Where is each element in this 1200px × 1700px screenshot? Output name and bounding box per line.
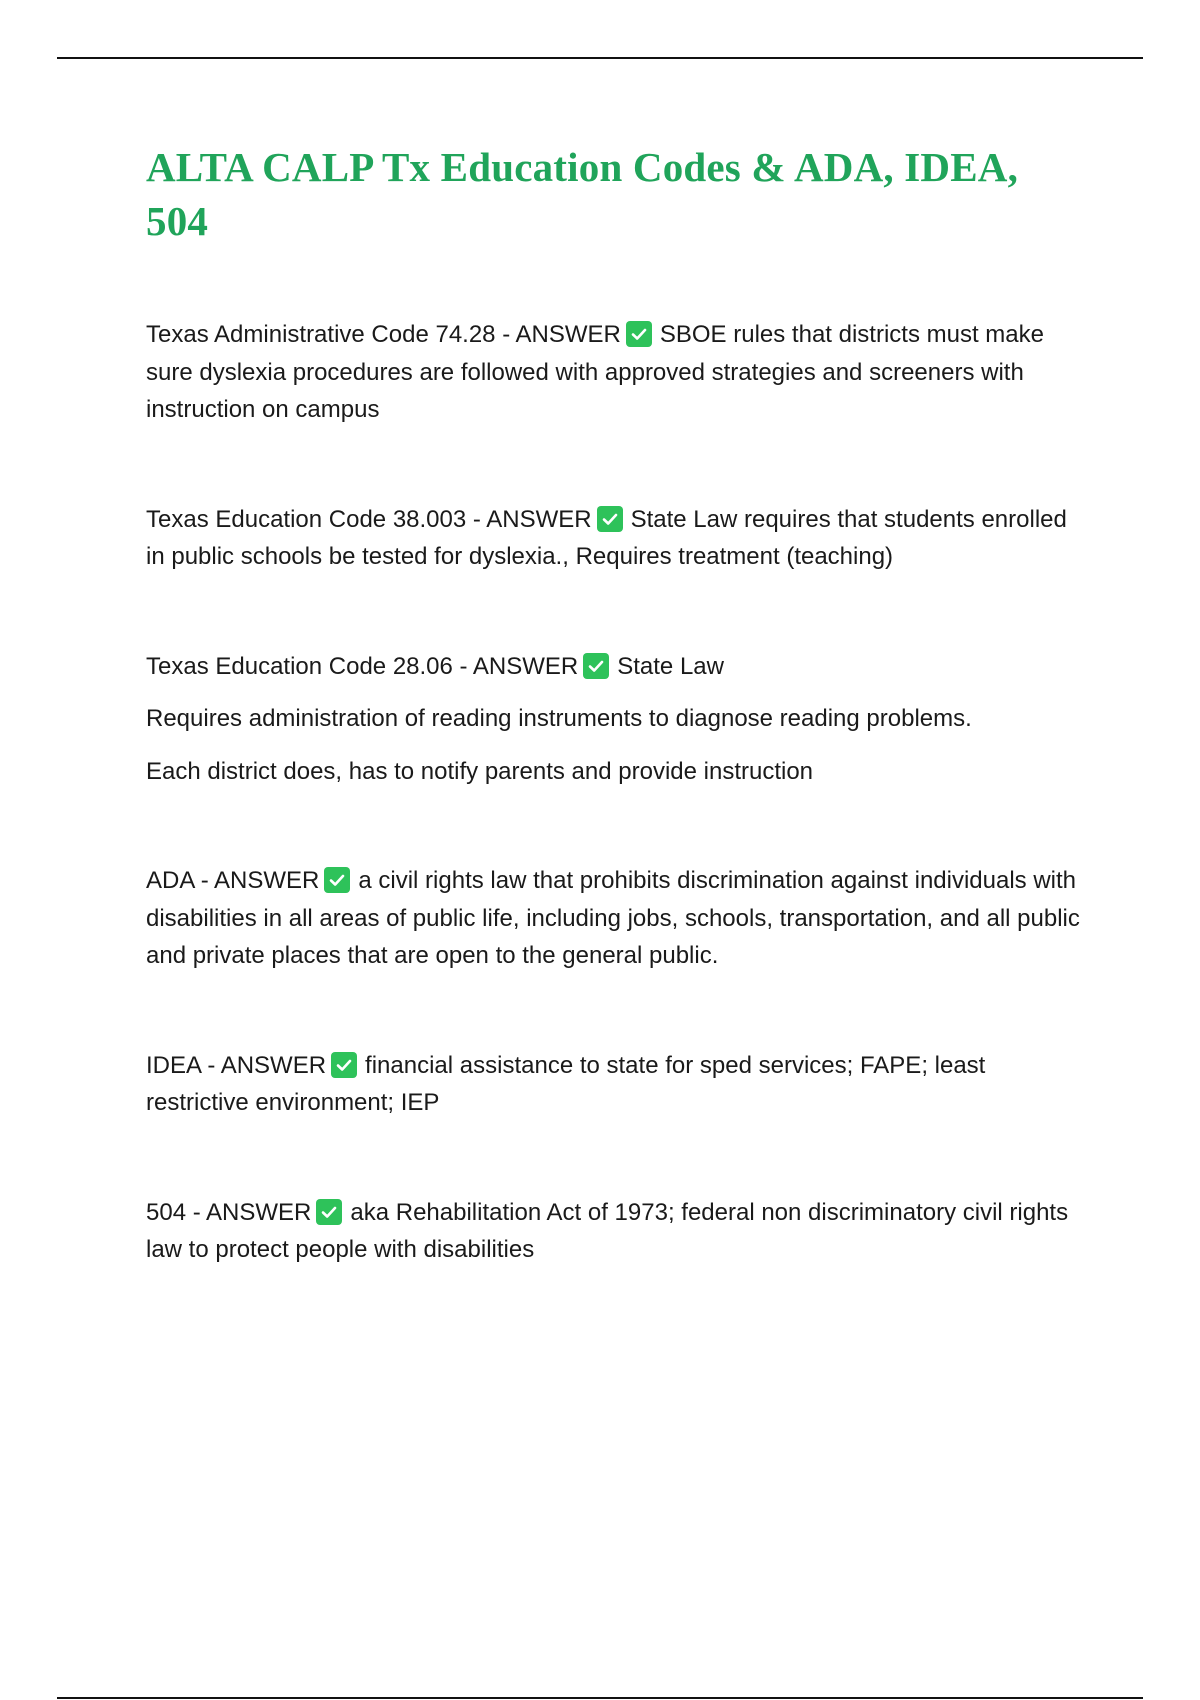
entry-definition: SBOE rules that districts must make sure dyslexia procedures are followed with approved strategies and screeners with instruction on campus [146,321,1044,423]
entry-extra-line: Requires administration of reading instruments to diagnose reading problems. [146,705,972,732]
entry-definition: State Law [617,652,724,680]
entries-list [146,316,1086,1269]
entry-main-line [146,648,1086,686]
document-title: ALTA CALP Tx Education Codes & ADA, IDEA, 504 [146,144,1019,244]
check-mark-icon [316,1199,342,1225]
check-mark-icon [324,867,350,893]
entry-term: Texas Education Code 28.06 - ANSWER [146,652,579,680]
entry-504 [146,1194,1086,1269]
entry-main-line [146,862,1086,975]
entry-tac-74-28 [146,316,1086,429]
check-mark-icon [331,1052,357,1078]
entry-definition: a civil rights law that prohibits discrimination against individuals with disabilities in all areas of public life, including jobs, schools, transportation, and all public and private places that are open to the general public. [146,867,1080,969]
entry-main-line [146,316,1086,429]
entry-ada [146,862,1086,975]
entry-definition: financial assistance to state for sped services; FAPE; least restrictive environment; IEP [146,1051,986,1116]
entry-definition: State Law requires that students enrolled in public schools be tested for dyslexia., Requires treatment (teaching) [146,505,1067,570]
entry-main-line [146,1194,1086,1269]
entry-main-line [146,501,1086,576]
entry-main-line [146,1047,1086,1122]
top-rule [57,57,1143,59]
entry-idea [146,1047,1086,1122]
bottom-rule [57,1697,1143,1699]
entry-term: 504 - ANSWER [146,1198,312,1226]
entry-tec-38-003 [146,501,1086,576]
entry-definition: aka Rehabilitation Act of 1973; federal non discriminatory civil rights law to protect people with disabilities [146,1198,1069,1263]
entry-term: Texas Administrative Code 74.28 - ANSWER [146,321,621,348]
check-mark-icon [583,653,609,679]
check-mark-icon [626,321,652,347]
check-mark-icon [597,506,623,532]
document-page [146,140,1086,1269]
entry-term: ADA - ANSWER [146,867,320,894]
entry-term: Texas Education Code 38.003 - ANSWER [146,505,592,533]
entry-tec-28-06 [146,648,1086,791]
entry-extra-line: Each district does, has to notify parents and provide instruction [146,757,814,785]
entry-term: IDEA - ANSWER [146,1051,327,1079]
